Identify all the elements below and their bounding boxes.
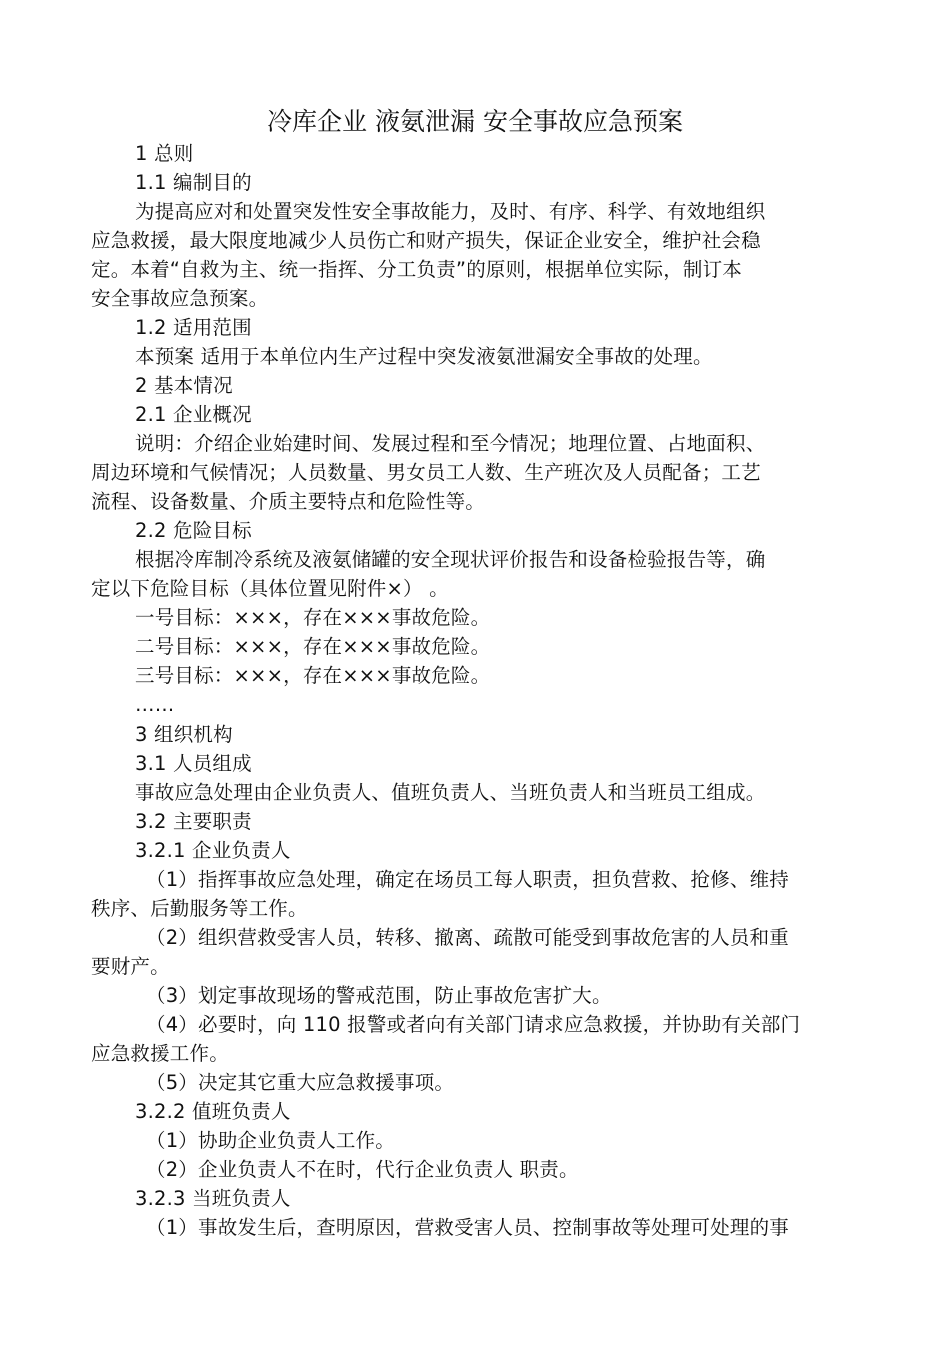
paragraph-line: 事故应急处理由企业负责人、值班负责人、当班负责人和当班员工组成。 <box>135 781 766 804</box>
subsection-heading-3-2: 3.2 主要职责 <box>135 810 252 833</box>
paragraph-line: 秩序、后勤服务等工作。 <box>91 897 308 920</box>
list-item: （3）划定事故现场的警戒范围，防止事故危害扩大。 <box>146 984 612 1007</box>
list-item: （1）协助企业负责人工作。 <box>146 1129 396 1152</box>
paragraph-line: 要财产。 <box>91 955 170 978</box>
subsection-heading-1-1: 1.1 编制目的 <box>135 171 252 194</box>
list-item: （1）指挥事故应急处理，确定在场员工每人职责，担负营救、抢修、维持 <box>146 868 790 891</box>
paragraph-line: 定以下危险目标（具体位置见附件×） 。 <box>91 577 449 600</box>
section-heading-1: 1 总则 <box>135 142 194 165</box>
ellipsis-line: …… <box>135 693 175 716</box>
subsection-heading-3-1: 3.1 人员组成 <box>135 752 252 775</box>
list-item: 三号目标：×××，存在×××事故危险。 <box>135 664 491 687</box>
document-title: 冷库企业 液氨泄漏 安全事故应急预案 <box>267 107 683 136</box>
list-item: 二号目标：×××，存在×××事故危险。 <box>135 635 491 658</box>
list-item: （1）事故发生后，查明原因，营救受害人员、控制事故等处理可处理的事 <box>146 1216 790 1239</box>
section-heading-2: 2 基本情况 <box>135 374 233 397</box>
paragraph-line: 流程、设备数量、介质主要特点和危险性等。 <box>91 490 486 513</box>
paragraph-line: 应急救援，最大限度地减少人员伤亡和财产损失，保证企业安全，维护社会稳 <box>91 229 761 252</box>
subsection-heading-2-1: 2.1 企业概况 <box>135 403 252 426</box>
subsection-heading-1-2: 1.2 适用范围 <box>135 316 252 339</box>
list-item: 一号目标：×××，存在×××事故危险。 <box>135 606 491 629</box>
list-item: （4）必要时，向 110 报警或者向有关部门请求应急救援，并协助有关部门 <box>146 1013 801 1036</box>
list-item: （5）决定其它重大应急救援事项。 <box>146 1071 455 1094</box>
paragraph-line: 为提高应对和处置突发性安全事故能力，及时、有序、科学、有效地组织 <box>135 200 766 223</box>
subsection-heading-3-2-3: 3.2.3 当班负责人 <box>135 1187 291 1210</box>
paragraph-line: 说明：介绍企业始建时间、发展过程和至今情况；地理位置、占地面积、 <box>135 432 766 455</box>
paragraph-line: 本预案 适用于本单位内生产过程中突发液氨泄漏安全事故的处理。 <box>135 345 713 368</box>
subsection-heading-3-2-2: 3.2.2 值班负责人 <box>135 1100 291 1123</box>
subsection-heading-2-2: 2.2 危险目标 <box>135 519 252 542</box>
section-heading-3: 3 组织机构 <box>135 723 233 746</box>
paragraph-line: 定。本着“自救为主、统一指挥、分工负责”的原则，根据单位实际，制订本 <box>91 258 743 281</box>
list-item: （2）企业负责人不在时，代行企业负责人 职责。 <box>146 1158 579 1181</box>
paragraph-line: 应急救援工作。 <box>91 1042 229 1065</box>
paragraph-line: 根据冷库制冷系统及液氨储罐的安全现状评价报告和设备检验报告等，确 <box>135 548 766 571</box>
list-item: （2）组织营救受害人员，转移、撤离、疏散可能受到事故危害的人员和重 <box>146 926 790 949</box>
paragraph-line: 周边环境和气候情况；人员数量、男女员工人数、生产班次及人员配备；工艺 <box>91 461 761 484</box>
paragraph-line: 安全事故应急预案。 <box>91 287 269 310</box>
subsection-heading-3-2-1: 3.2.1 企业负责人 <box>135 839 291 862</box>
